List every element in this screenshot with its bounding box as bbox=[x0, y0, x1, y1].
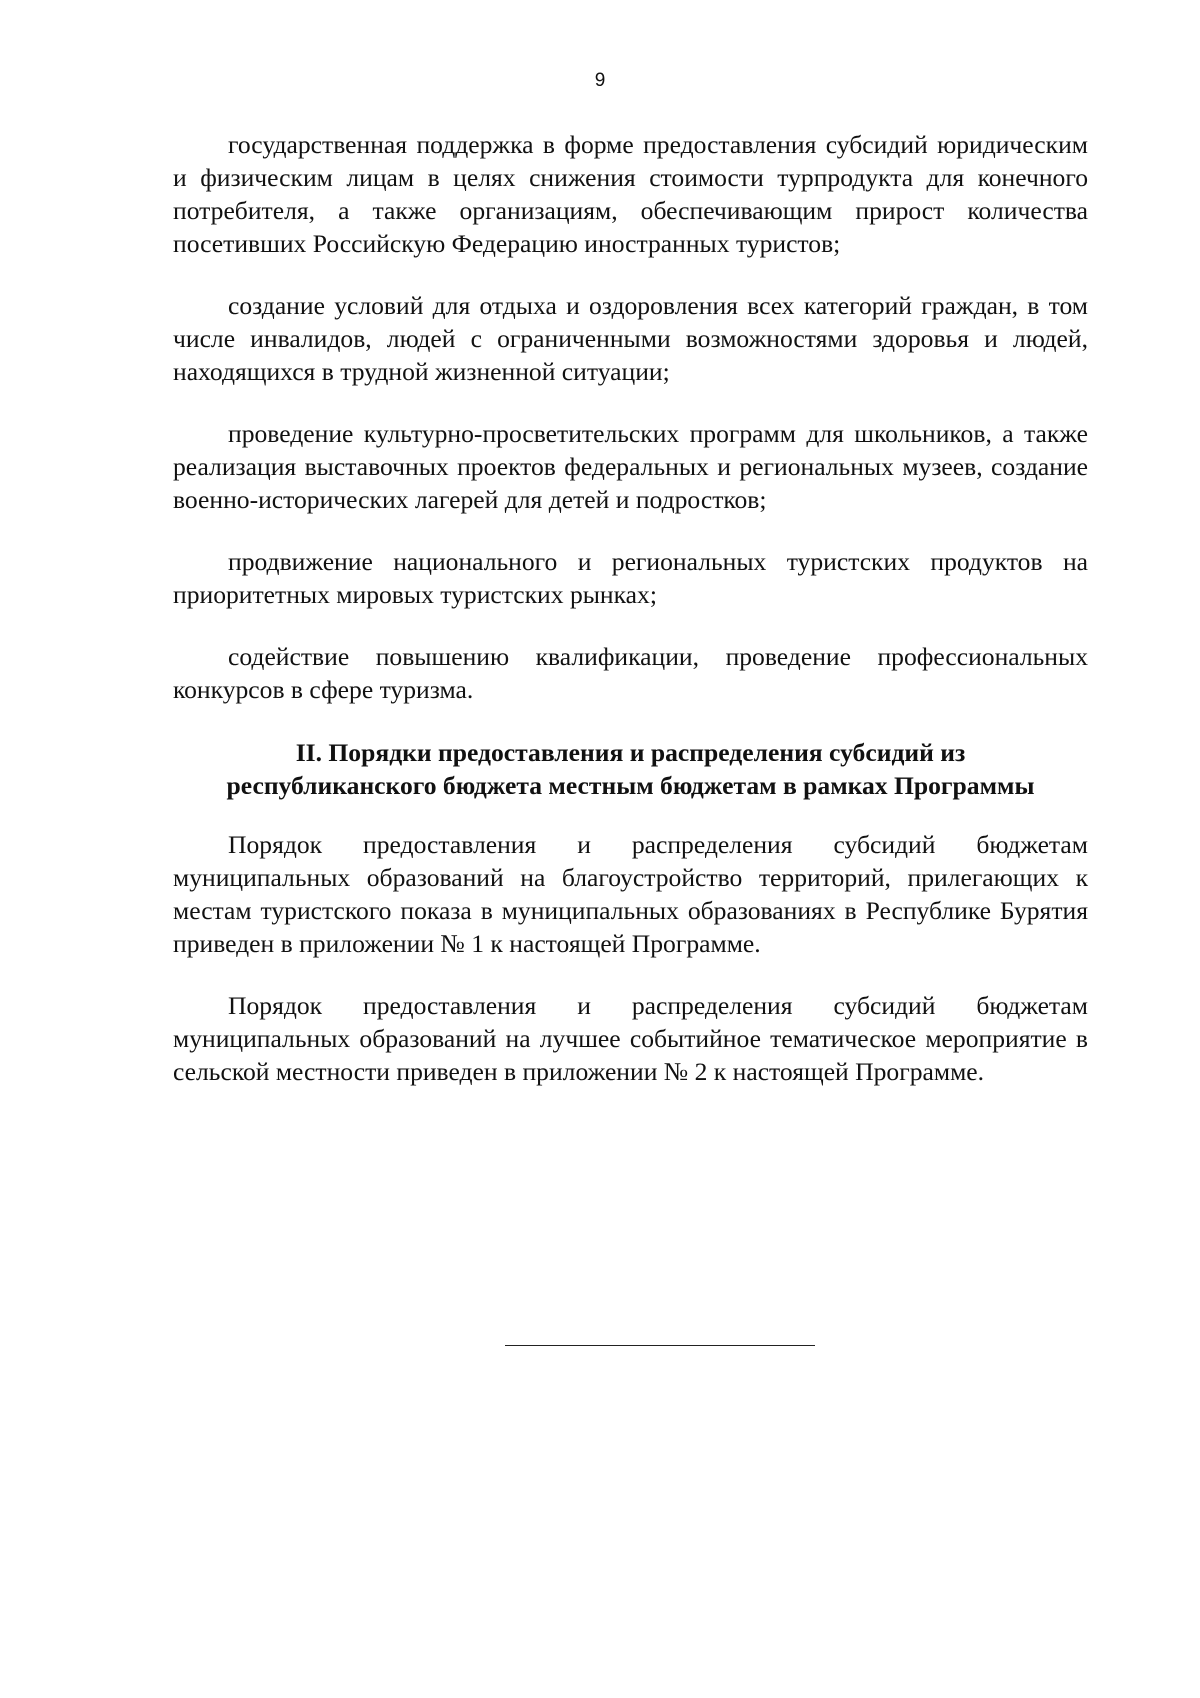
paragraph-recreation-conditions: создание условий для отдыха и оздоровления всех категорий граждан, в том числе инвалидов, людей с ограниченными возможностями здоровья и людей, находящихся в трудной жизненной ситуации; bbox=[173, 291, 1088, 386]
section-heading-line-1: II. Порядки предоставления и распределения субсидий из bbox=[295, 738, 966, 767]
paragraph-cultural-programs: проведение культурно-просветительских программ для школьников, а также реализация выставочных проектов федеральных и региональных музеев, создание военно-исторических лагерей для детей и подростков; bbox=[173, 419, 1088, 514]
section-heading-line-2: республиканского бюджета местным бюджетам в рамках Программы bbox=[226, 771, 1035, 800]
paragraph-state-support: государственная поддержка в форме предоставления субсидий юридическим и физическим лицам в целях снижения стоимости турпродукта для конечного потребителя, а также организациям, обеспечивающим прирост количества посетивших Российскую Федерацию иностранных туристов; bbox=[173, 130, 1088, 258]
paragraph-subsidy-order-2: Порядок предоставления и распределения субсидий бюджетам муниципальных образований на лучшее событийное тематическое мероприятие в сельской местности приведен в приложении № 2 к настоящей Программе. bbox=[173, 991, 1088, 1086]
page-number: 9 bbox=[594, 70, 606, 91]
paragraph-subsidy-order-1: Порядок предоставления и распределения субсидий бюджетам муниципальных образований на благоустройство территорий, прилегающих к местам туристского показа в муниципальных образованиях в Республике Бурятия приведен в приложении № 1 к настоящей Программе. bbox=[173, 830, 1088, 958]
paragraph-tourism-promotion: продвижение национального и региональных туристских продуктов на приоритетных мировых туристских рынках; bbox=[173, 547, 1088, 609]
section-heading bbox=[173, 736, 1088, 802]
document-body bbox=[173, 128, 1088, 1088]
end-of-text-rule bbox=[505, 1345, 815, 1346]
paragraph-qualification: содействие повышению квалификации, проведение профессиональных конкурсов в сфере туризма. bbox=[173, 642, 1088, 704]
